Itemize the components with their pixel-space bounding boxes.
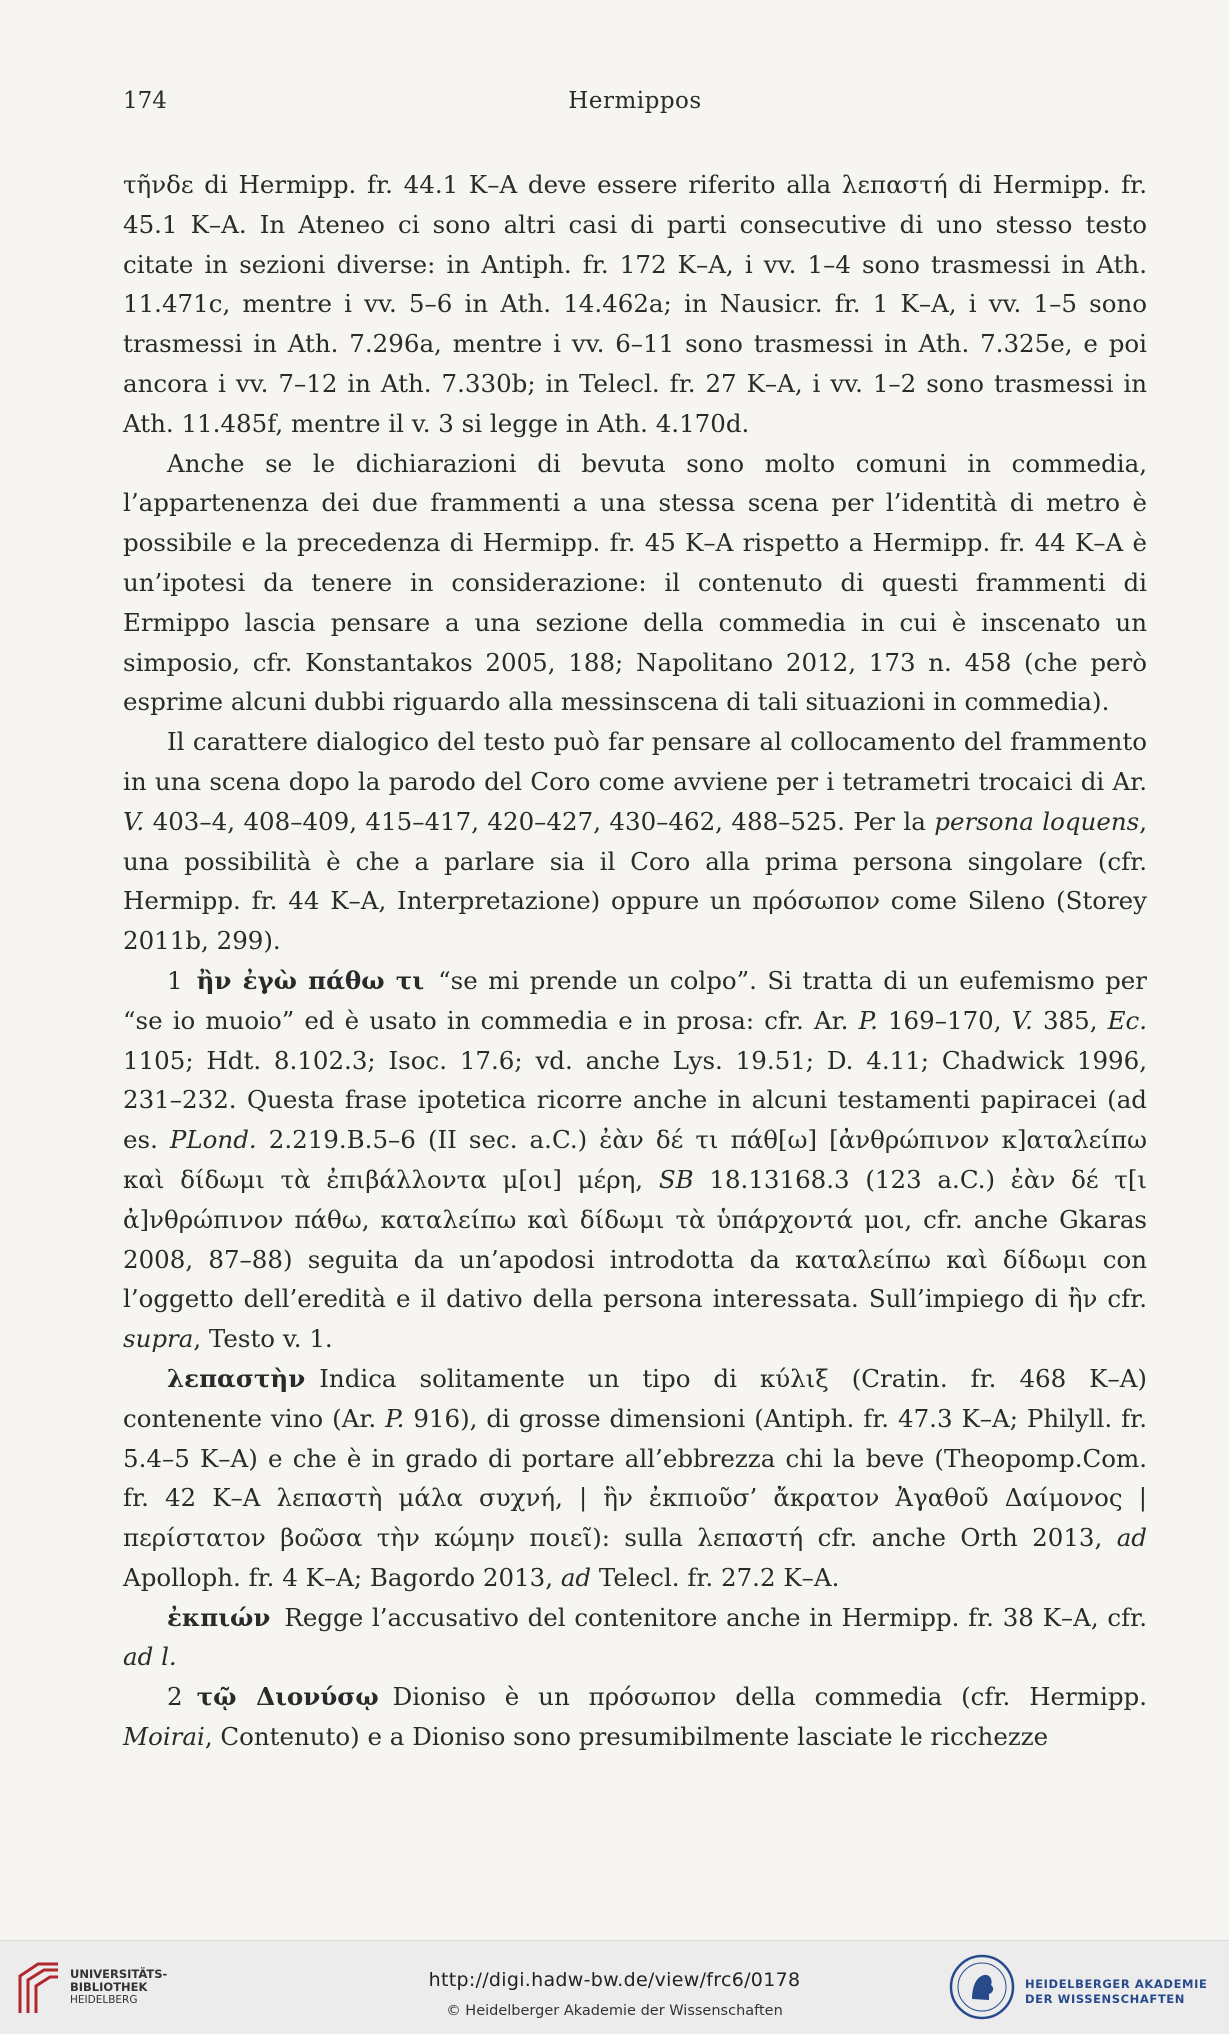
text-run: Indica solitamente un tipo di κύλιξ (Cratin. fr. 468 K–A) contenente vino (Ar. <box>123 1363 1147 1433</box>
text-run: Apolloph. fr. 4 K–A; Bagordo 2013, <box>123 1562 561 1592</box>
lemma: ἐκπιών <box>167 1602 271 1632</box>
italic-term: ad <box>560 1562 592 1592</box>
commentary-lepasten <box>123 1359 1147 1598</box>
italic-term: ad l. <box>123 1642 177 1672</box>
italic-abbrev: PLond. <box>169 1125 257 1155</box>
page-number: 174 <box>123 88 167 114</box>
library-name-line: UNIVERSITÄTS- <box>70 1967 168 1981</box>
text-run: 169–170, <box>877 1005 1012 1035</box>
paragraph-dialogic <box>123 722 1147 961</box>
viewer-footer <box>0 1940 1229 2034</box>
text-run: Il carattere dialogico del testo può far pensare al collocamento del frammento in una scena dopo la parodo del Coro come avviene per i tetrametri trocaici di Ar. <box>123 727 1147 796</box>
text-run: , Testo v. 1. <box>193 1324 333 1354</box>
page-body <box>123 165 1147 1757</box>
text-run: Anche se le dichiarazioni di bevuta sono molto comuni in commedia, l’appartenenza dei due frammenti a una stessa scena per l’identità di metro è possibile e la precedenza di Hermipp. fr. 45 K–A rispetto a Hermipp. fr. 44 K–A è un’ipotesi da tenere in considerazione: il contenuto di questi frammenti di Ermippo lascia pensare a una sezione della commedia in cui è inscenato un simposio, cfr. Konstantakos 2005, 188; Napolitano 2012, 173 n. 458 (che però esprime alcuni dubbi riguardo alla messinscena di tali situazioni in commedia). <box>123 448 1147 717</box>
running-title: Hermippos <box>568 88 702 114</box>
text-run: Regge l’accusativo del contenitore anche in Hermipp. fr. 38 K–A, cfr. <box>284 1602 1147 1632</box>
text-run: 18.13168.3 (123 a.C.) ἐὰν δέ τ[ι ἀ]νθρώπινον πάθω, καταλείπω καὶ δίδωμι τὰ ὑπάρχοντά μοι, cfr. anche Gkaras 2008, 87–88) seguita da un’apodosi introdotta da καταλείπω καὶ δίδωμι con l’oggetto dell’eredità e il dativo della persona interessata. Sull’impiego di ἢν cfr. <box>123 1164 1147 1314</box>
italic-term: persona loquens <box>934 806 1140 836</box>
paragraph-continuation <box>123 165 1147 444</box>
text-run: 916), di grosse dimensioni (Antiph. fr. 47.3 K–A; Philyll. fr. 5.4–5 K–A) e che è in grado di portare all’ebbrezza chi la beve (Theopomp.Com. fr. 42 K–A λεπαστὴ μάλα συχνή, | ἣν ἐκπιοῦσ’ ἄκρατον Ἀγαθοῦ Δαίμονος | περίστατον βοῶσα τὴν κώμην ποιεῖ): sulla λεπαστή cfr. anche Orth 2013, <box>123 1403 1147 1553</box>
text-run: , Contenuto) e a Dioniso sono presumibilmente lasciate le ricchezze <box>204 1722 1049 1752</box>
italic-abbrev: SB <box>658 1164 694 1194</box>
text-run: Telecl. fr. 27.2 K–A. <box>591 1562 840 1592</box>
academy-seal-icon[interactable] <box>948 1953 1016 2025</box>
text-run: Dioniso è un πρόσωπον della commedia (cfr. Hermipp. <box>392 1682 1147 1712</box>
text-run: 1105; Hdt. 8.102.3; Isoc. 17.6; vd. anche Lys. 19.51; D. 4.11; Chadwick 1996, 231–232. Questa frase ipotetica ricorre anche in alcuni testamenti papiracei (ad es. <box>123 1045 1147 1155</box>
text-run: 385, <box>1032 1005 1108 1035</box>
italic-title: Moirai <box>123 1722 205 1752</box>
italic-abbrev: P. <box>858 1005 878 1035</box>
commentary-line-2 <box>123 1677 1147 1757</box>
commentary-ekpion <box>123 1598 1147 1678</box>
library-name-line: HEIDELBERG <box>70 1994 138 2006</box>
text-run: 2.219.B.5–6 (II sec. a.C.) ἐὰν δέ τι πάθ[ω] [ἀνθρώπινον κ]αταλείπω καὶ δίδωμι τὰ ἐπιβάλλοντα μ[οι] μέρη, <box>123 1125 1147 1194</box>
line-number: 1 <box>167 965 183 995</box>
paragraph-drinking <box>123 444 1147 723</box>
lemma: ἢν ἐγὼ πάθω τι <box>196 965 425 995</box>
italic-term: ad <box>1116 1523 1147 1553</box>
academy-name <box>1025 1977 1207 2007</box>
italic-abbrev: P. <box>385 1403 405 1433</box>
italic-term: supra <box>123 1324 194 1354</box>
commentary-line-1 <box>123 961 1147 1359</box>
italic-abbrev: V. <box>123 806 145 836</box>
page-header <box>123 88 1147 128</box>
line-number: 2 <box>167 1682 183 1712</box>
italic-abbrev: V. <box>1011 1005 1033 1035</box>
italic-abbrev: Ec. <box>1107 1005 1147 1035</box>
text-run: “se mi prende un colpo”. Si tratta di un eufemismo per “se io muoio” ed è usato in commedia e in prosa: cfr. Ar. <box>123 965 1148 1035</box>
lemma: τῷ Διονύσῳ <box>196 1682 379 1712</box>
academy-name-line: HEIDELBERGER AKADEMIE <box>1025 1977 1208 1991</box>
text-run: , una possibilità è che a parlare sia il Coro alla prima persona singolare (cfr. Hermipp. fr. 44 K–A, Interpretazione) oppure un πρόσωπον come Sileno (Storey 2011b, 299). <box>123 806 1147 956</box>
text-run: τῆνδε di Hermipp. fr. 44.1 K–A deve essere riferito alla λεπαστή di Hermipp. fr. 45.1 K–A. In Ateneo ci sono altri casi di parti consecutive di uno stesso testo citate in sezioni diverse: in Antiph. fr. 172 K–A, i vv. 1–4 sono trasmessi in Ath. 11.471c, mentre i vv. 5–6 in Ath. 14.462a; in Nausicr. fr. 1 K–A, i vv. 1–5 sono trasmessi in Ath. 7.296a, mentre i vv. 6–11 sono trasmessi in Ath. 7.325e, e poi ancora i vv. 7–12 in Ath. 7.330b; in Telecl. fr. 27 K–A, i vv. 1–2 sono trasmessi in Ath. 11.485f, mentre il v. 3 si legge in Ath. 4.170d. <box>123 170 1147 438</box>
text-run: 403–4, 408–409, 415–417, 420–427, 430–462, 488–525. Per la <box>144 806 935 836</box>
library-name-line: BIBLIOTHEK <box>70 1980 148 1994</box>
copyright-notice: © Heidelberger Akademie der Wissenschaften <box>446 2003 783 2019</box>
lemma: λεπαστὴν <box>167 1363 306 1393</box>
academy-name-line: DER WISSENSCHAFTEN <box>1025 1992 1185 2006</box>
permalink-url[interactable]: http://digi.hadw-bw.de/view/frc6/0178 <box>428 1969 801 1991</box>
